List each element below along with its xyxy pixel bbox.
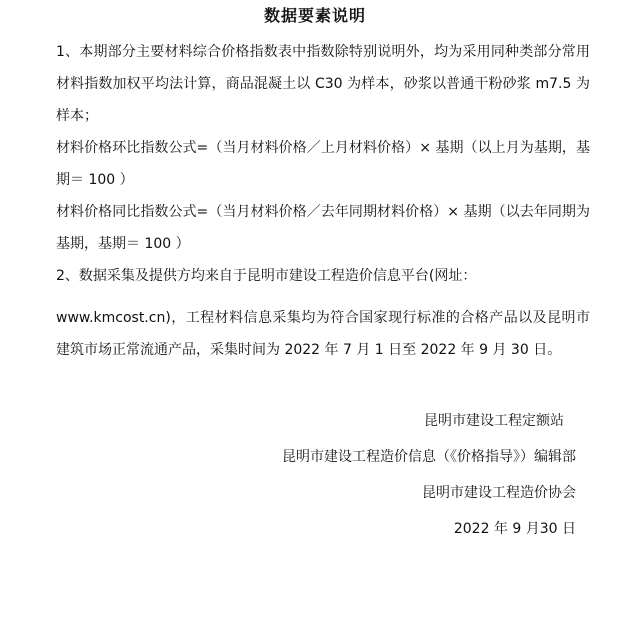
paragraph-yoy-index-formula: 材料价格同比指数公式=（当月材料价格／去年同期材料价格）× 基期（以去年同期为基期，基期＝ 100 ） <box>56 204 590 252</box>
signature-org-quota-station: 昆明市建设工程定额站 <box>424 413 564 429</box>
paragraph-item-2: 2、数据采集及提供方均来自于昆明市建设工程造价信息平台(网址： <box>56 268 477 284</box>
signature-block <box>176 403 576 547</box>
paragraph-item-1: 1、本期部分主要材料综合价格指数表中指数除特别说明外，均为采用同种类部分常用材料指数加权平均法计算，商品混凝土以 C30 为样本，砂浆以普通干粉砂浆 m7.5 为样本； <box>56 44 590 124</box>
signature-date: 2022 年 9 月30 日 <box>453 521 576 537</box>
paragraph-chain-index-formula: 材料价格环比指数公式=（当月材料价格／上月材料价格）× 基期（以上月为基期，基期＝ 100 ） <box>56 140 590 188</box>
signature-org-cost-association: 昆明市建设工程造价协会 <box>422 485 576 501</box>
document-title: 数据要素说明 <box>263 6 366 25</box>
document-body <box>56 36 590 366</box>
paragraph-item-2-continued: www.kmcost.cn)，工程材料信息采集均为符合国家现行标准的合格产品以及昆明市建筑市场正常流通产品，采集时间为 2022 年 7 月 1 日至 2022 年 9 月 30 日。 <box>56 310 590 358</box>
signature-org-editorial-dept: 昆明市建设工程造价信息（《价格指导》）编辑部 <box>282 449 576 465</box>
paragraph-gap <box>56 292 590 302</box>
